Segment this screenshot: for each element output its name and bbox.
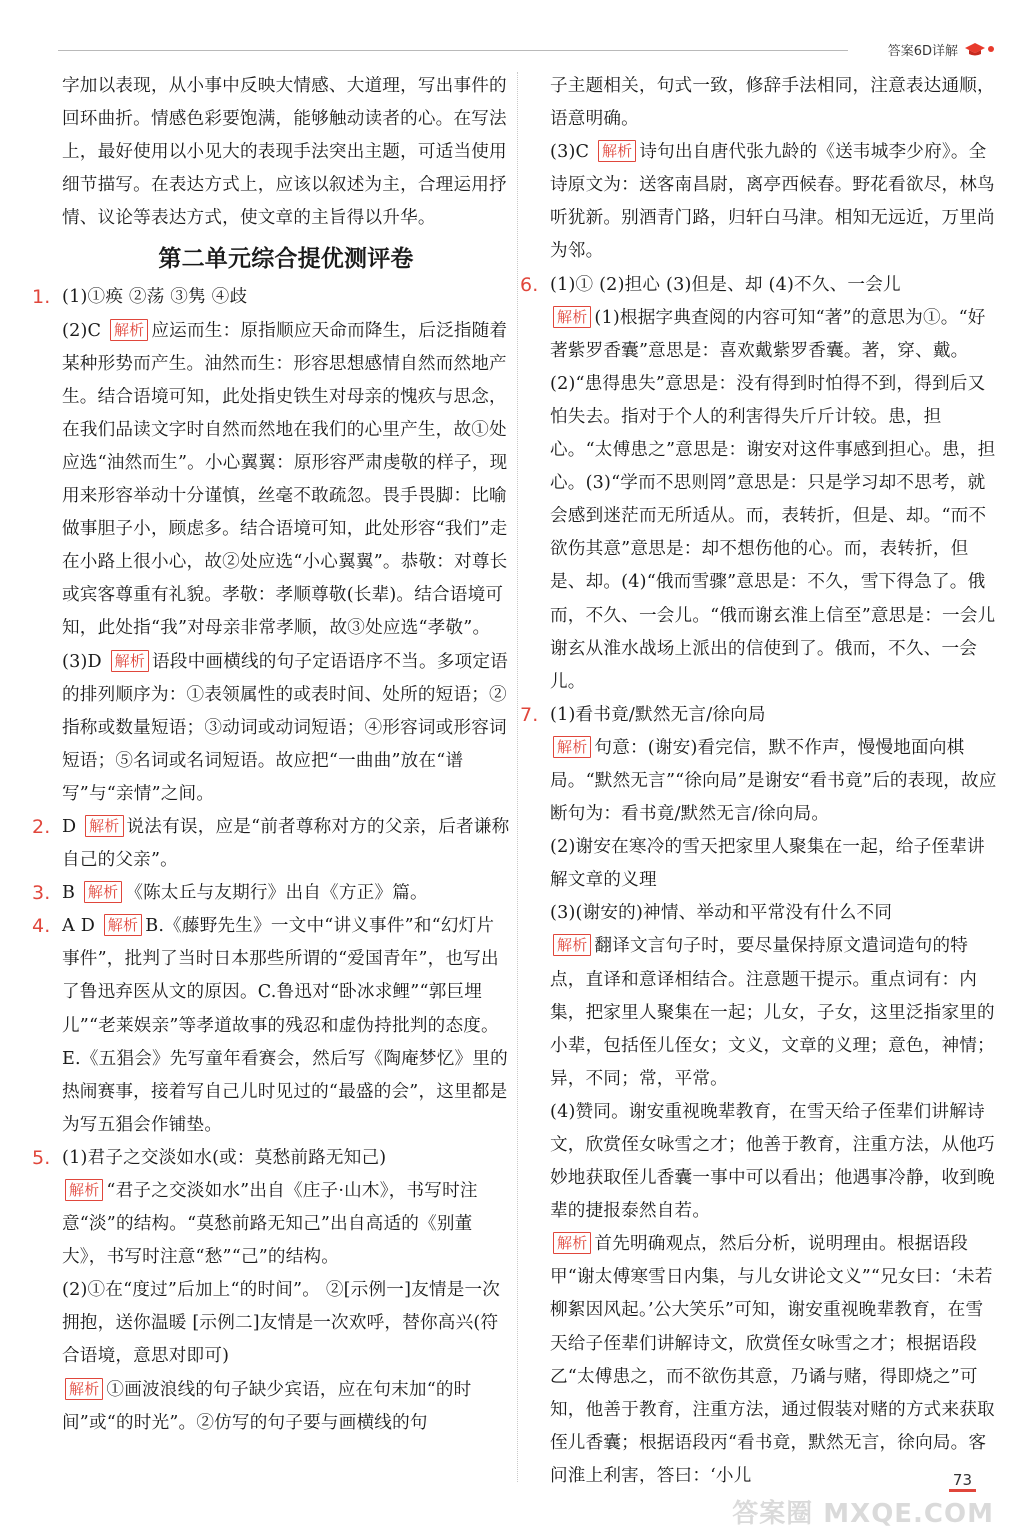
question-number: 4. [32, 915, 51, 938]
explanation-text: B.《藤野先生》一文中“讲义事件”和“幻灯片事件”，批判了当时日本那些所谓的“爱国青年”，也写出了鲁迅弃医从文的原因。C.鲁迅对“卧冰求鲤”“郭巨埋儿”“老莱娱亲”等孝道故事的残忍和虚伪持批判的态度。E.《五猖会》先写童年看赛会，然后写《陶庵梦忆》里的热闹赛事，接着写自己儿时见过的“最盛的会”，这里都是为写五猖会作铺垫。 [62, 916, 508, 1135]
question-5 [32, 1142, 510, 1440]
left-column [32, 70, 510, 1440]
answer-explanation [62, 646, 510, 811]
analysis-tag: 解析 [110, 319, 148, 341]
analysis-tag: 解析 [65, 1179, 103, 1201]
question-number: 2. [32, 815, 51, 838]
analysis-tag: 解析 [104, 914, 142, 936]
answer-line: (1)君子之交淡如水(或：莫愁前路无知己) [62, 1147, 387, 1168]
analysis-tag: 解析 [553, 736, 591, 758]
brand-text: 答案6D详解 [887, 44, 958, 59]
column-divider [517, 72, 518, 1482]
answer-explanation [62, 315, 510, 646]
answer-explanation [550, 136, 998, 268]
question-number: 6. [520, 273, 539, 296]
question-4 [32, 910, 510, 1142]
question-number: 3. [32, 882, 51, 905]
explanation-text: 句意：(谢安)看完信，默不作声，慢慢地面向棋局。“默然无言”“徐向局”是谢安“看书竟”后的表现，故应断句为：看书竟/默然无言/徐向局。 [550, 737, 997, 825]
section-title: 第二单元综合提优测评卷 [158, 246, 414, 273]
explanation-text: “君子之交淡如水”出自《庄子·山木》，书写时注意“淡”的结构。“莫愁前路无知己”出自高适的《别董大》，书写时注意“愁”“己”的结构。 [62, 1181, 478, 1268]
answer-choice: (3)D [62, 651, 108, 672]
answer-line: (1)① (2)担心 (3)但是、却 (4)不久、一会儿 [550, 274, 901, 295]
explanation-text: 翻译文言句子时，要尽量保持原文遣词造句的特点，直译和意译相结合。注意题干提示。重点词有：内集，把家里人聚集在一起；儿女，子女，这里泛指家里的小辈，包括侄儿侄女；文义，文章的义理；意色，神情；异，不同；常，平常。 [550, 936, 995, 1089]
answer-explanation [62, 910, 510, 1142]
analysis-tag: 解析 [553, 1232, 591, 1254]
question-3 [32, 877, 510, 910]
question-number: 5. [32, 1146, 51, 1169]
answer-line: (2)谢安在寒冷的雪天把家里人聚集在一起，给子侄辈讲解文章的义理 [550, 837, 985, 891]
question-number: 1. [32, 286, 51, 309]
question-2 [32, 811, 510, 877]
answer-explanation [62, 877, 510, 910]
answer-line: (4)赞同。谢安重视晚辈教育，在雪天给子侄辈们讲解诗文，欣赏侄女咏雪之才；他善于教育，注重方法，从他巧妙地获取侄儿香囊一事中可以看出；他遇事冷静，收到晚辈的捷报泰然自若。 [550, 1101, 995, 1222]
analysis-tag: 解析 [111, 650, 149, 672]
right-intro: 子主题相关，句式一致，修辞手法相同，注意表达通顺，语意明确。 [550, 76, 995, 130]
header-rule [58, 50, 848, 51]
analysis-tag: 解析 [553, 306, 591, 328]
answer-choice: B [62, 883, 81, 904]
explanation-text: 说法有误，应是“前者尊称对方的父亲，后者谦称自己的父亲”。 [62, 816, 510, 871]
answer-explanation [550, 302, 998, 699]
answer-line: (3)(谢安的)神情、举动和平常没有什么不同 [550, 903, 893, 924]
explanation-text: ①画波浪线的句子缺少宾语，应在句末加“的时间”或“的时光”。②仿写的句子要与画横线的句 [62, 1379, 472, 1433]
page-number: 73 [949, 1471, 976, 1492]
analysis-tag: 解析 [84, 881, 122, 903]
answer-explanation [550, 732, 998, 831]
analysis-tag: 解析 [598, 140, 636, 162]
answer-explanation [62, 1175, 510, 1274]
answer-explanation [550, 1228, 998, 1493]
explanation-text: 应运而生：原指顺应天命而降生，后泛指随着某种形势而产生。油然而生：形容思想感情自然而然地产生。结合语境可知，此处指史铁生对母亲的愧疚与思念，在我们品读文字时自然而然地在我们的心里产生，故①处应选“油然而生”。小心翼翼：原形容严肃虔敬的样子，现用来形容举动十分谨慎，丝毫不敢疏忽。畏手畏脚：比喻做事胆子小，顾虑多。结合语境可知，此处形容“我们”走在小路上很小心，故②处应选“小心翼翼”。恭敬：对尊长或宾客尊重有礼貌。孝敬：孝顺尊敬(长辈)。结合语境可知，此处指“我”对母亲非常孝顺，故③处应选“孝敬”。 [62, 320, 508, 639]
answer-explanation [62, 811, 510, 877]
header-brand [888, 40, 986, 59]
analysis-tag: 解析 [65, 1378, 103, 1400]
answer-choice: (3)C [550, 142, 595, 163]
answer-choice: A D [62, 916, 101, 937]
answer-line: (2)①在“度过”后加上“的时间”。 ②[示例一]友情是一次拥抱，送你温暖 [示例二]友情是一次欢呼，替你高兴(符合语境，意思对即可) [62, 1280, 501, 1367]
explanation-text: 诗句出自唐代张九龄的《送韦城李少府》。全诗原文为：送客南昌尉，离亭西候春。野花看欲尽，林鸟听犹新。别酒青门路，归轩白马津。相知无远近，万里尚为邻。 [550, 142, 995, 262]
watermark: 答案圈 MXQE.COM [732, 1499, 994, 1529]
answer-explanation [62, 1374, 510, 1440]
answer-line: (1)看书竟/默然无言/徐向局 [550, 704, 766, 725]
answer-explanation [550, 930, 998, 1095]
analysis-tag: 解析 [85, 815, 123, 837]
explanation-text: (1)根据字典查阅的内容可知“著”的意思为①。“好著紫罗香囊”意思是：喜欢戴紫罗香囊。著，穿、戴。(2)“患得患失”意思是：没有得到时怕得不到，得到后又怕失去。指对于个人的利害得失斤斤计较。患，担心。“太傅患之”意思是：谢安对这件事感到担心。患，担心。(3)“学而不思则罔”意思是：只是学习却不思考，就会感到迷茫而无所适从。而，表转折，但是、却。“而不欲伤其意”意思是：却不想伤他的心。而，表转折，但是、却。(4)“俄而雪骤”意思是：不久，雪下得急了。俄而，不久、一会儿。“俄而谢玄淮上信至”意思是：一会儿谢玄从淮水战场上派出的信使到了。俄而，不久、一会儿。 [550, 307, 996, 692]
right-column [520, 70, 998, 1493]
question-1 [32, 281, 510, 811]
explanation-text: 首先明确观点，然后分析，说明理由。根据语段甲“谢太傅寒雪日内集，与儿女讲论文义”“兄女曰：‘未若柳絮因风起。’公大笑乐”可知，谢安重视晚辈教育，在雪天给子侄辈们讲解诗文，欣赏侄女咏雪之才；根据语段乙“太傅患之，而不欲伤其意，乃谲与赌，得即烧之”可知，他善于教育，注重方法，通过假装对赌的方式来获取侄儿香囊；根据语段丙“看书竟，默然无言，徐向局。客问淮上利害，答曰：‘小儿 [550, 1234, 995, 1486]
answer-choice: D [62, 816, 83, 837]
left-intro: 字加以表现，从小事中反映大情感、大道理，写出事件的回环曲折。情感色彩要饱满，能够触动读者的心。在写法上，最好使用以小见大的表现手法突出主题，可适当使用细节描写。在表达方式上，应该以叙述为主，合理运用抒情、议论等表达方式，使文章的主旨得以升华。 [62, 76, 507, 229]
answer-line: (1)①痪 ②荡 ③隽 ④歧 [62, 287, 248, 308]
question-7 [520, 699, 998, 1493]
analysis-tag: 解析 [553, 934, 591, 956]
question-number: 7. [520, 703, 539, 726]
answer-choice: (2)C [62, 320, 107, 341]
explanation-text: 语段中画横线的句子定语语序不当。多项定语的排列顺序为：①表领属性的或表时间、处所的短语；②指称或数量短语；③动词或动词短语；④形容词或形容词短语；⑤名词或名词短语。故应把“一曲曲”放在“谱写”与“亲情”之间。 [62, 651, 508, 804]
question-6 [520, 269, 998, 699]
graduation-cap-icon [964, 42, 986, 58]
explanation-text: 《陈太丘与友期行》出自《方正》篇。 [125, 883, 428, 904]
